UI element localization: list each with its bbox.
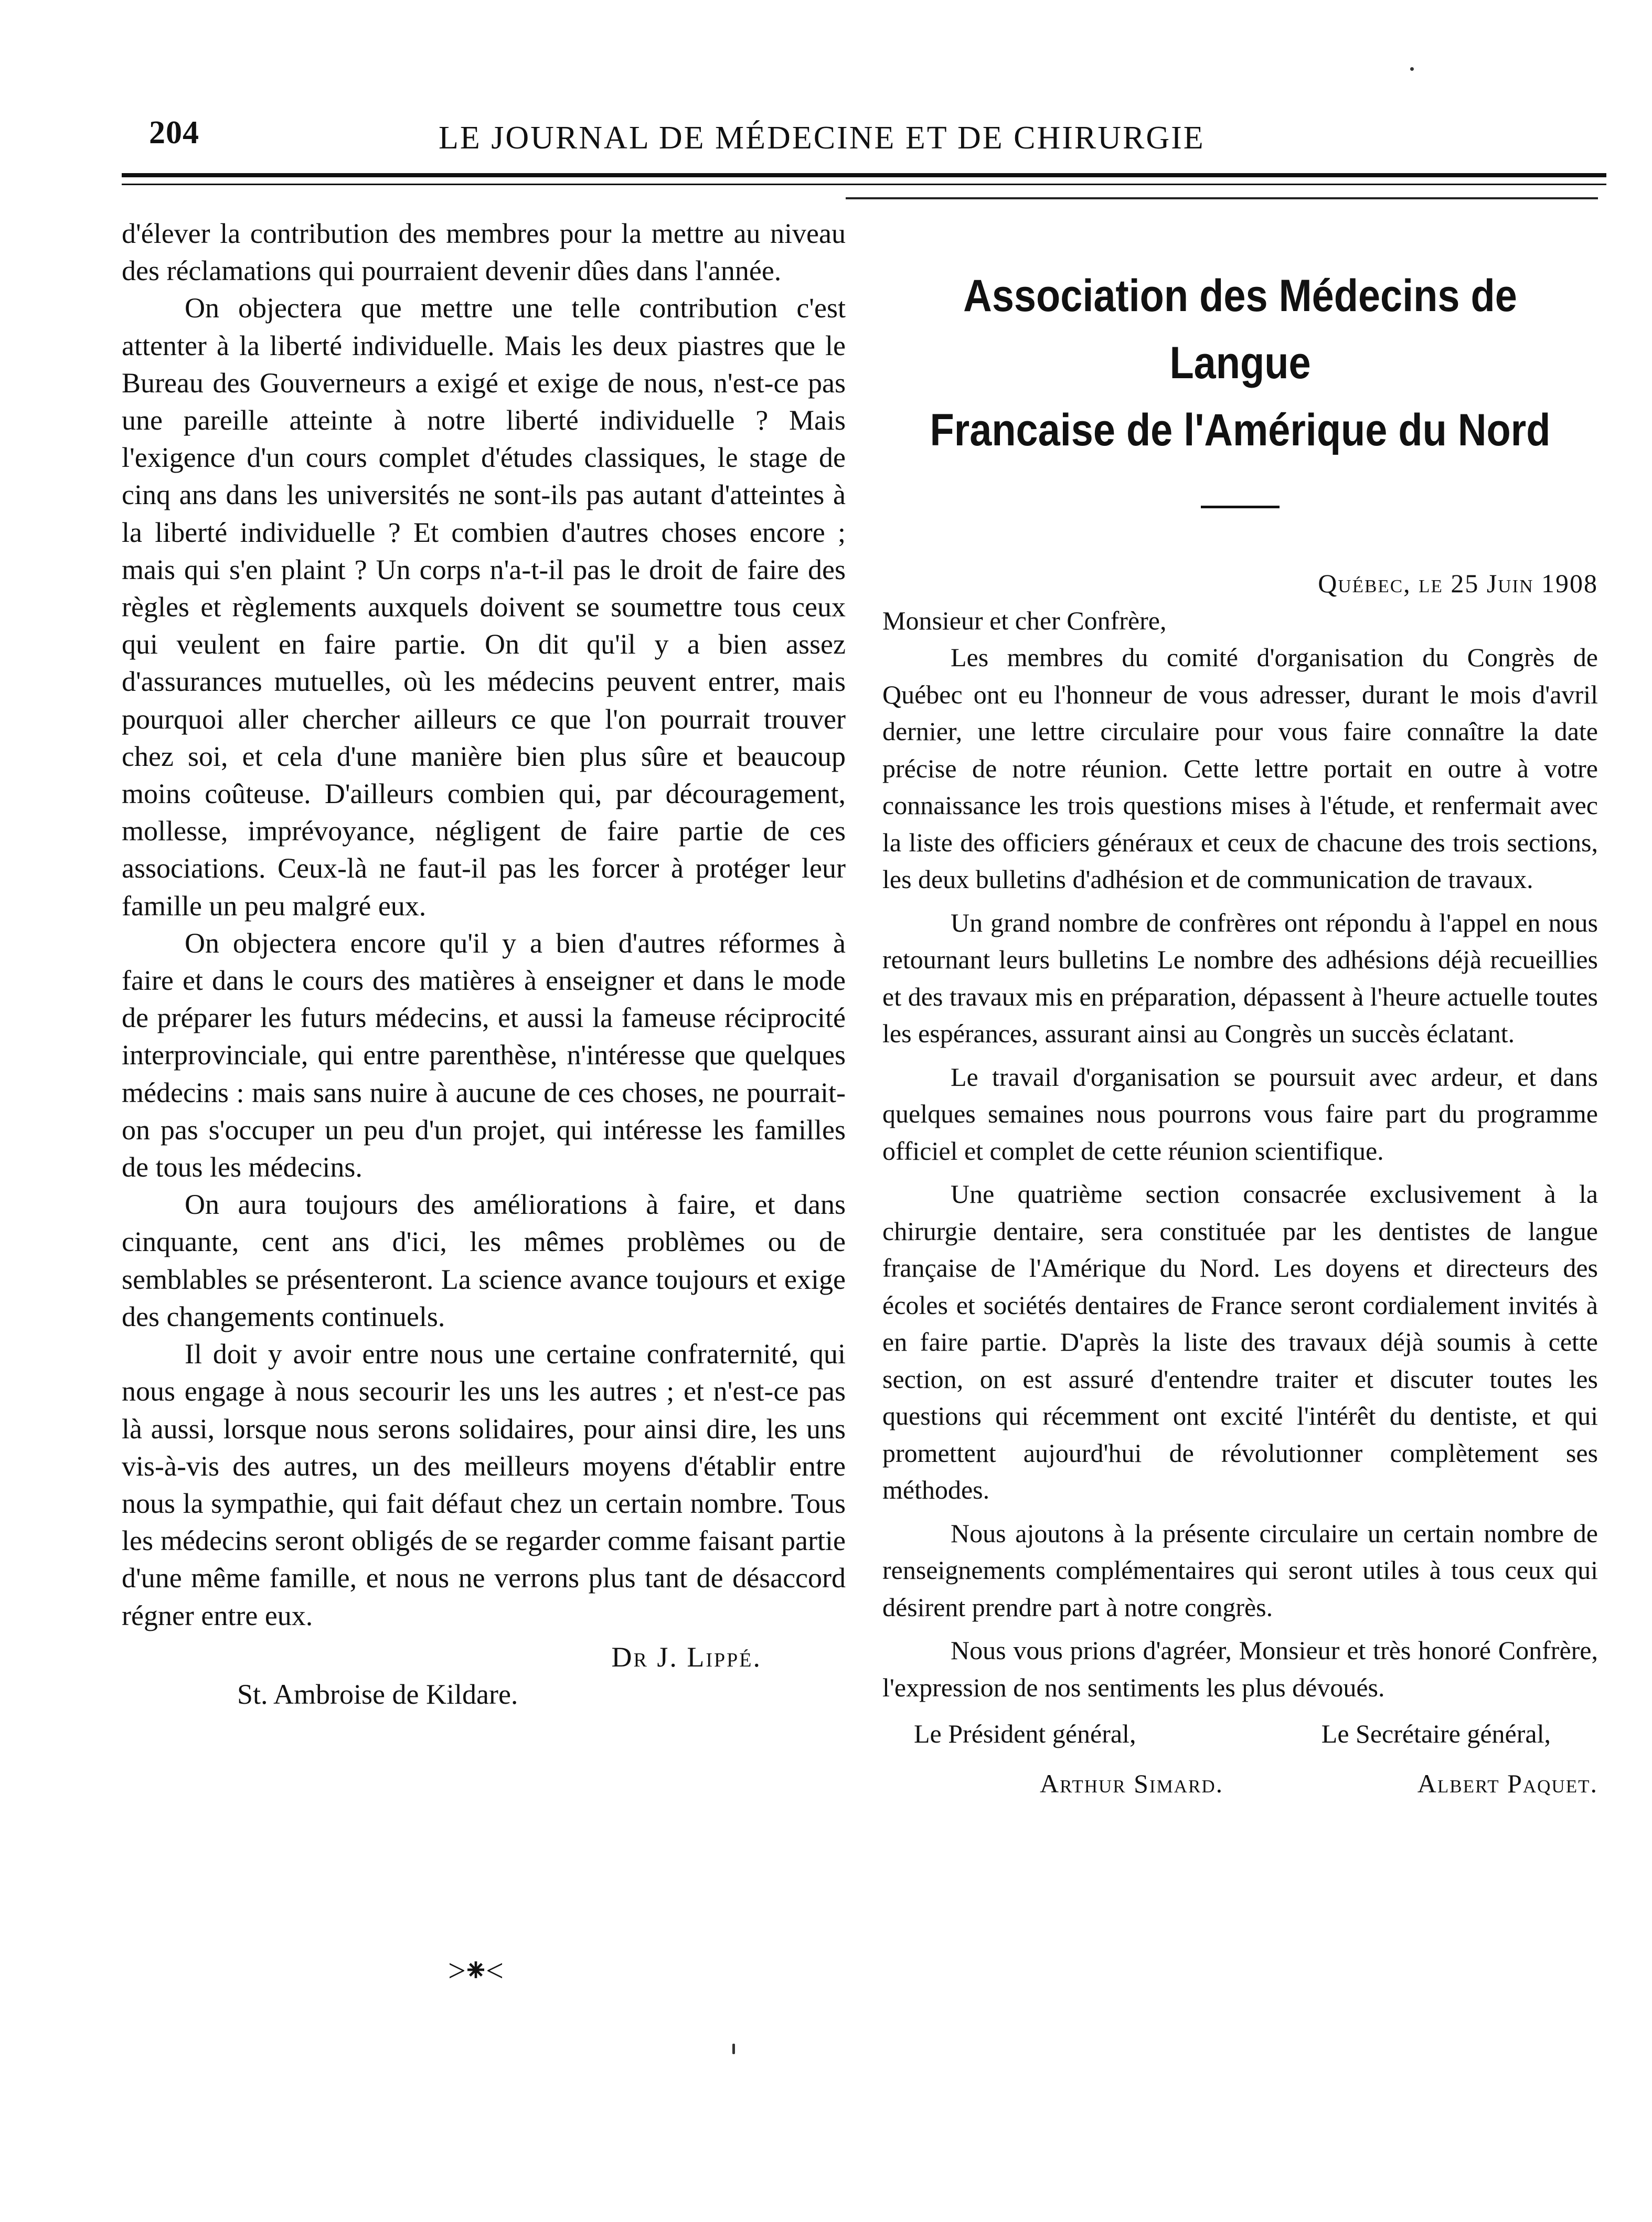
secretary-title: Le Secrétaire général, — [1321, 1719, 1551, 1748]
paragraph: Les membres du comité d'organisation du Congrès de Québec ont eu l'honneur de vous adresser, durant le mois d'avril dernier, une lettre circulaire pour vous faire connaître la date précise de notre réunion. Cette lettre portait en outre à votre connaissance les trois questions mises à l'étude, et renfermait avec la liste des officiers généraux et ceux de chacune des trois sections, les deux bulletins d'adhésion et de communication de travaux. — [882, 643, 1598, 894]
header-rule-thick — [122, 173, 1606, 177]
title-divider — [1201, 506, 1280, 508]
paragraph: Un grand nombre de confrères ont répondu à l'appel en nous retournant leurs bulletins Le nombre des adhésions déjà recueillies et des travaux mis en préparation, dépassent à l'heure actuelle toutes les espérances, assurant ainsi au Congrès un succès éclatant. — [882, 907, 1598, 1048]
right-column-rule — [846, 197, 1598, 199]
running-header-title: LE JOURNAL DE MÉDECINE ET DE CHIRURGIE — [439, 120, 1205, 156]
left-column-article — [122, 215, 846, 1713]
signature-block — [122, 1639, 846, 1713]
page-number: 204 — [149, 115, 199, 151]
paragraph: Une quatrième section consacrée exclusivement à la chirurgie dentaire, sera constituée par les dentistes de langue française de l'Amérique du Nord. Les doyens et directeurs des écoles et sociétés dentaires de France seront cordialement invités à en faire partie. D'après la liste des travaux déjà soumis à cette section, on est assuré d'entendre traiter et discuter toutes les questions qui récemment ont excité l'intérêt du dentiste, et qui promettent aujourd'hui de révolutionner complètement ses méthodes. — [882, 1179, 1598, 1504]
dateline: Québec, le 25 Juin 1908 — [1318, 569, 1598, 598]
paragraph: Le travail d'organisation se poursuit avec ardeur, et dans quelques semaines nous pourrons vous faire part du programme officiel et complet de cette réunion scientifique. — [882, 1062, 1598, 1166]
right-column-circular — [882, 262, 1598, 1802]
officer-names — [882, 1765, 1598, 1802]
paragraph: On objectera que mettre une telle contribution c'est attenter à la liberté individuelle. Mais les deux piastres que le Bureau des Gouverneurs a exigé et exige de nous, n'est-ce pas une pareille atteinte à notre liberté individuelle ? Mais l'exigence d'un cours complet d'études classiques, le stage de cinq ans dans les universités ne sont-ils pas autant d'atteintes à la liberté individuelle ? Et combien d'autres choses encore ; mais qui s'en plaint ? Un corps n'a-t-il pas le droit de faire des règles et règlements auxquels doivent se soumettre tous ceux qui veulent en faire partie. On dit qu'il y a bien assez d'assurances mutuelles, où les médecins peuvent entrer, mais pourquoi aller chercher ailleurs ce que l'on pourrait trouver chez soi, et cela d'une manière bien plus sûre et beaucoup moins coûteuse. D'ailleurs combien qui, par découragement, mollesse, imprévoyance, négligent de faire partie de ces associations. Ceux-là ne faut-il pas les forcer à protéger leur famille un peu malgré eux. — [122, 292, 846, 922]
header-rule-thin — [122, 184, 1606, 185]
section-ornament: >⁕< — [448, 1953, 500, 1988]
president-name: Arthur Simard. — [1040, 1768, 1224, 1798]
paragraph: On aura toujours des améliorations à faire, et dans cinquante, cent ans d'ici, les mêmes problèmes ou de semblables se présenteront. La science avance toujours et exige des changements continuels. — [122, 1189, 846, 1332]
president-title: Le Président général, — [914, 1719, 1136, 1748]
author-signature: Dr J. Lippé. — [611, 1641, 762, 1673]
salutation: Monsieur et cher Confrère, — [882, 605, 1167, 635]
author-location: St. Ambroise de Kildare. — [237, 1678, 518, 1710]
paragraph: d'élever la contribution des membres pour la mettre au niveau des réclamations qui pourraient devenir dûes dans l'année. — [122, 218, 846, 287]
association-title-line-1: Association des Médecins de Langue — [963, 271, 1517, 388]
scan-speck — [1410, 67, 1414, 71]
officer-titles — [882, 1715, 1598, 1753]
paragraph: On objectera encore qu'il y a bien d'autres réformes à faire et dans le cours des matières à enseigner et dans le mode de préparer les futurs médecins, et aussi la fameuse réciprocité interprovinciale, qui entre parenthèse, n'intéresse que quelques médecins : mais sans nuire à aucune de ces choses, ne pourrait-on pas s'occuper un peu d'un projet, qui intéresse les familles de tous les médecins. — [122, 927, 846, 1183]
paragraph: Il doit y avoir entre nous une certaine confraternité, qui nous engage à nous secourir les uns les autres ; et n'est-ce pas là aussi, lorsque nous serons solidaires, pour ainsi dire, les uns vis-à-vis des autres, un des meilleurs moyens d'établir entre nous la sympathie, qui fait défaut chez un certain nombre. Tous les médecins seront obligés de se regarder comme faisant partie d'une même famille, et nous ne verrons plus tant de désaccord régner entre eux. — [122, 1338, 846, 1631]
secretary-name: Albert Paquet. — [1417, 1768, 1598, 1798]
paragraph: Nous vous prions d'agréer, Monsieur et très honoré Confrère, l'expression de nos sentiments les plus dévoués. — [882, 1636, 1598, 1702]
paragraph: Nous ajoutons à la présente circulaire un certain nombre de renseignements complémentaires qui seront utiles à tous ceux qui désirent prendre part à notre congrès. — [882, 1518, 1598, 1622]
association-title-line-2: Francaise de l'Amérique du Nord — [930, 405, 1551, 455]
scan-speck — [732, 2044, 735, 2054]
